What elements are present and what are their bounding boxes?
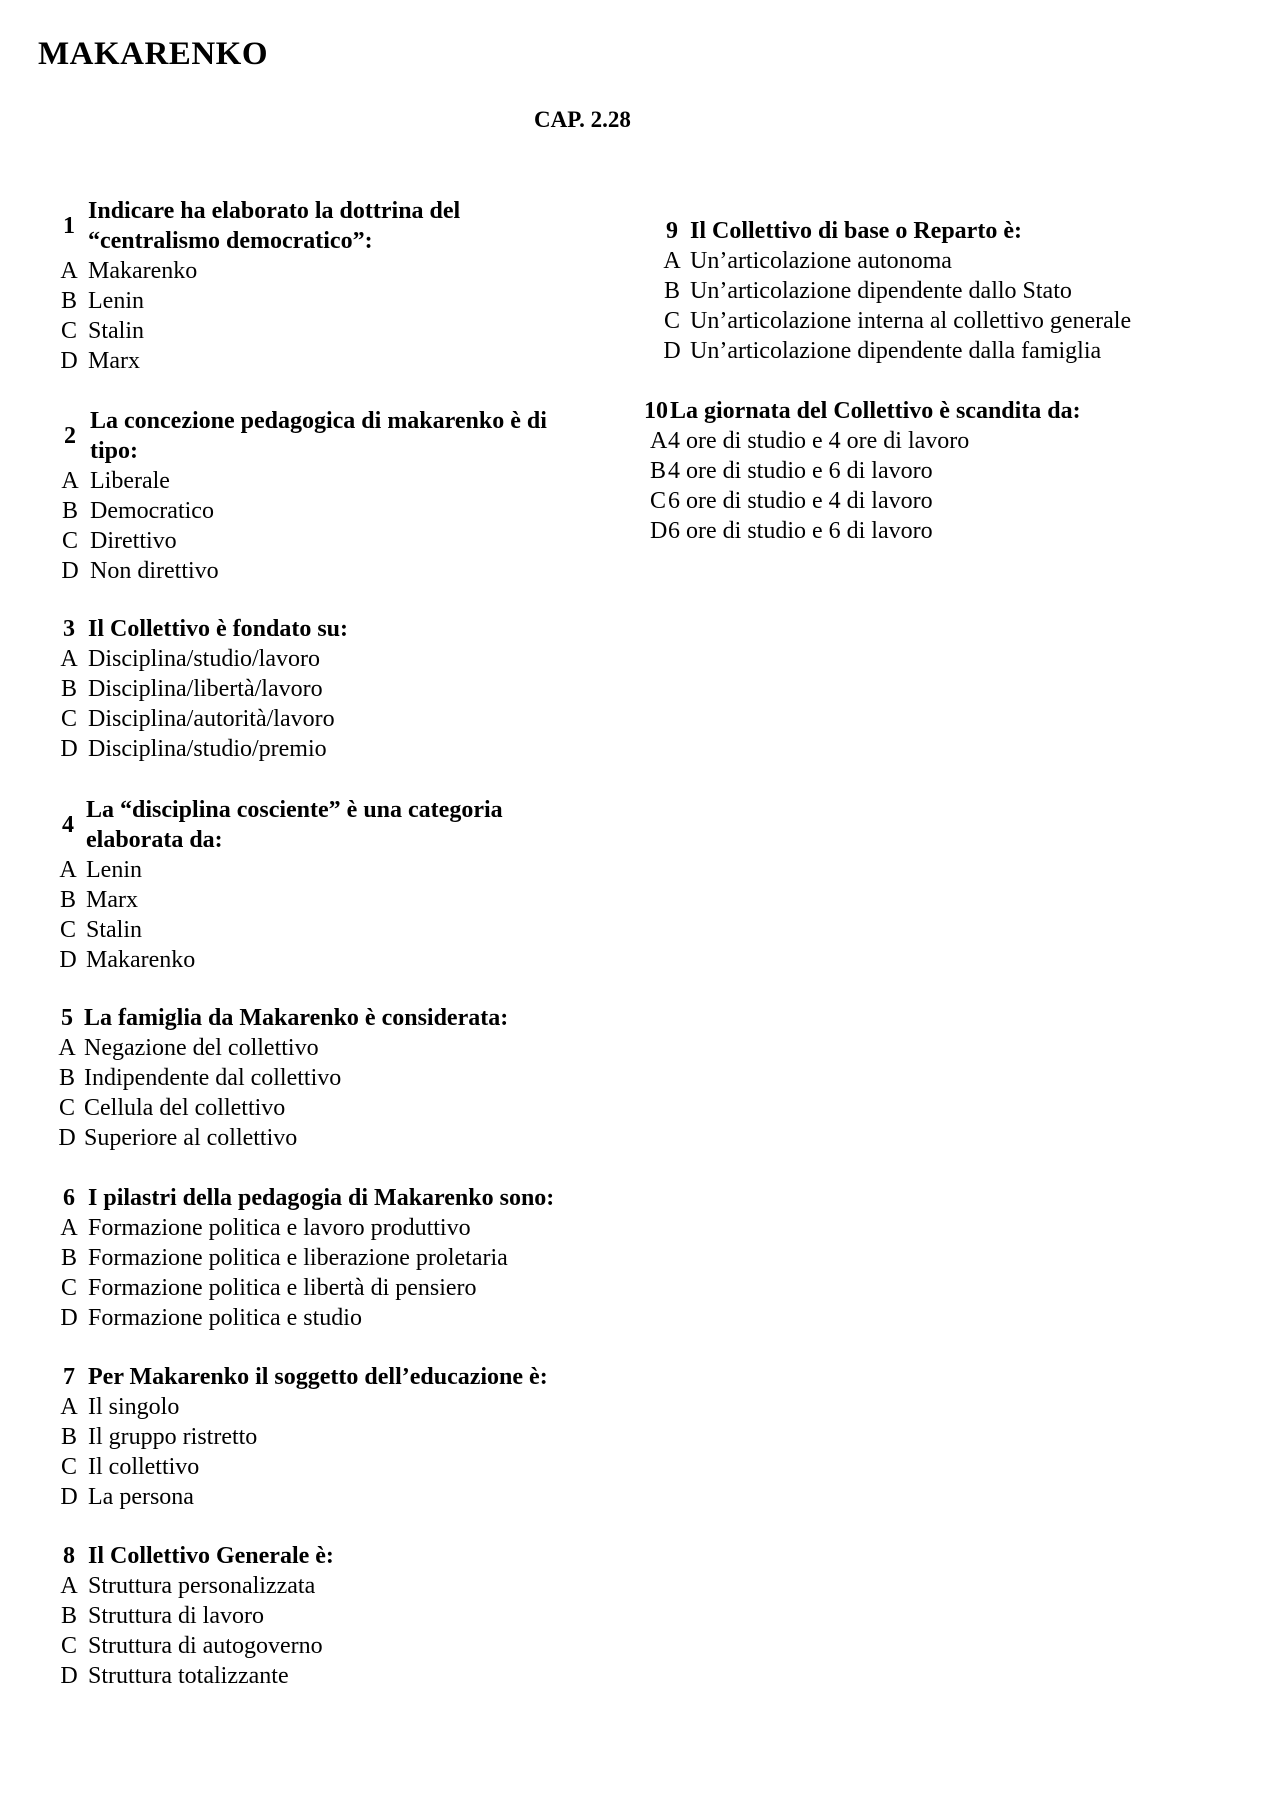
- option-d: [654, 336, 1214, 366]
- option-a: [50, 1571, 610, 1601]
- question-1: [50, 196, 610, 376]
- option-letter: A: [60, 258, 78, 284]
- question-text: Il Collettivo di base o Reparto è:: [690, 218, 1022, 244]
- option-letter: D: [663, 338, 681, 364]
- option-a: [50, 644, 610, 674]
- option-text: Indipendente dal collettivo: [84, 1065, 342, 1091]
- chapter-heading: CAP. 2.28: [534, 107, 631, 132]
- question-number: 2: [64, 423, 76, 449]
- option-a: [644, 426, 1204, 456]
- option-text: 4 ore di studio e 6 di lavoro: [668, 458, 933, 484]
- option-letter: D: [58, 1125, 76, 1151]
- option-text: Un’articolazione dipendente dallo Stato: [690, 278, 1072, 304]
- question-9: [654, 216, 1214, 366]
- option-b: [50, 496, 610, 526]
- question-number: 4: [62, 812, 74, 838]
- option-a: [50, 1213, 630, 1243]
- option-text: Superiore al collettivo: [84, 1125, 298, 1151]
- option-text: 6 ore di studio e 4 di lavoro: [668, 488, 933, 514]
- option-c: [50, 1631, 610, 1661]
- option-text: Formazione politica e libertà di pensiero: [88, 1275, 477, 1301]
- option-b: [50, 1601, 610, 1631]
- option-letter: D: [61, 558, 79, 584]
- option-text: 4 ore di studio e 4 ore di lavoro: [668, 428, 970, 454]
- option-text: Il collettivo: [88, 1454, 200, 1480]
- question-text: Indicare ha elaborato la dottrina del “centralismo democratico”:: [88, 198, 461, 254]
- option-letter: C: [60, 1454, 77, 1480]
- option-a: [50, 466, 610, 496]
- option-letter: A: [60, 646, 78, 672]
- option-b: [50, 1422, 630, 1452]
- option-a: [50, 256, 610, 286]
- option-letter: A: [60, 1215, 78, 1241]
- option-letter: D: [60, 348, 78, 374]
- option-letter: A: [650, 428, 668, 454]
- question-number: 8: [63, 1543, 75, 1569]
- option-c: [50, 526, 610, 556]
- question-2: [50, 406, 610, 586]
- option-letter: B: [663, 278, 680, 304]
- option-text: Formazione politica e lavoro produttivo: [88, 1215, 471, 1241]
- option-letter: C: [59, 917, 76, 943]
- option-letter: B: [60, 676, 77, 702]
- option-letter: B: [60, 1424, 77, 1450]
- option-text: La persona: [88, 1484, 194, 1510]
- option-text: Un’articolazione autonoma: [690, 248, 952, 274]
- option-letter: D: [59, 947, 77, 973]
- option-letter: B: [60, 288, 77, 314]
- option-text: Democratico: [90, 498, 214, 524]
- option-letter: C: [61, 528, 78, 554]
- option-letter: D: [60, 1484, 78, 1510]
- option-text: Stalin: [88, 318, 145, 344]
- question-number: 5: [61, 1005, 73, 1031]
- option-a: [50, 1033, 610, 1063]
- option-d: [50, 734, 610, 764]
- option-letter: C: [60, 318, 77, 344]
- option-c: [654, 306, 1214, 336]
- option-letter: B: [58, 1065, 75, 1091]
- question-5: [50, 1003, 610, 1153]
- option-letter: A: [60, 1394, 78, 1420]
- option-c: [50, 316, 610, 346]
- option-d: [50, 556, 610, 586]
- option-letter: C: [650, 488, 667, 514]
- option-text: Cellula del collettivo: [84, 1095, 286, 1121]
- option-text: Disciplina/studio/premio: [88, 736, 327, 762]
- option-letter: A: [58, 1035, 76, 1061]
- option-c: [50, 1093, 610, 1123]
- option-d: [50, 1482, 630, 1512]
- question-number: 9: [666, 218, 678, 244]
- question-7: [50, 1362, 630, 1512]
- question-text: La “disciplina cosciente” è una categoria elaborata da:: [86, 797, 503, 853]
- option-text: Negazione del collettivo: [84, 1035, 319, 1061]
- question-text: Il Collettivo Generale è:: [88, 1543, 334, 1569]
- option-text: Disciplina/autorità/lavoro: [88, 706, 335, 732]
- option-letter: D: [60, 1305, 78, 1331]
- option-letter: A: [61, 468, 79, 494]
- option-letter: C: [663, 308, 680, 334]
- option-text: Makarenko: [86, 947, 196, 973]
- option-text: Struttura di lavoro: [88, 1603, 264, 1629]
- option-letter: D: [60, 1663, 78, 1689]
- option-text: Liberale: [90, 468, 170, 494]
- option-letter: C: [60, 1275, 77, 1301]
- question-text: La giornata del Collettivo è scandita da:: [670, 398, 1081, 424]
- question-number: 3: [63, 616, 75, 642]
- question-text: La concezione pedagogica di makarenko è di tipo:: [90, 408, 547, 464]
- option-d: [644, 516, 1204, 546]
- option-letter: C: [60, 1633, 77, 1659]
- option-text: Direttivo: [90, 528, 177, 554]
- question-4: [50, 795, 610, 975]
- option-text: Un’articolazione dipendente dalla famiglia: [690, 338, 1102, 364]
- option-text: Lenin: [86, 857, 142, 883]
- option-text: Struttura di autogoverno: [88, 1633, 323, 1659]
- question-text: I pilastri della pedagogia di Makarenko sono:: [88, 1185, 555, 1211]
- option-letter: B: [650, 458, 667, 484]
- option-text: Il gruppo ristretto: [88, 1424, 258, 1450]
- question-3: [50, 614, 610, 764]
- option-b: [644, 456, 1204, 486]
- option-d: [50, 346, 610, 376]
- option-text: Il singolo: [88, 1394, 180, 1420]
- option-d: [50, 1123, 610, 1153]
- option-c: [50, 915, 610, 945]
- option-d: [50, 1661, 610, 1691]
- question-text: Per Makarenko il soggetto dell’educazione è:: [88, 1364, 548, 1390]
- option-text: Disciplina/libertà/lavoro: [88, 676, 323, 702]
- option-b: [50, 286, 610, 316]
- option-d: [50, 945, 610, 975]
- option-text: Non direttivo: [90, 558, 219, 584]
- option-letter: C: [60, 706, 77, 732]
- option-a: [50, 1392, 630, 1422]
- page-title: MAKARENKO: [38, 36, 268, 72]
- option-text: Stalin: [86, 917, 143, 943]
- option-a: [50, 855, 610, 885]
- option-text: Makarenko: [88, 258, 198, 284]
- option-letter: D: [650, 518, 668, 544]
- option-b: [50, 1063, 610, 1093]
- question-number: 6: [63, 1185, 75, 1211]
- option-text: Marx: [86, 887, 138, 913]
- option-text: Formazione politica e studio: [88, 1305, 362, 1331]
- question-number: 1: [63, 213, 75, 239]
- option-b: [50, 885, 610, 915]
- question-text: La famiglia da Makarenko è considerata:: [84, 1005, 509, 1031]
- option-letter: C: [58, 1095, 75, 1121]
- question-10: [644, 396, 1204, 546]
- option-c: [50, 1452, 630, 1482]
- option-b: [654, 276, 1214, 306]
- option-text: Un’articolazione interna al collettivo generale: [690, 308, 1132, 334]
- option-letter: D: [60, 736, 78, 762]
- option-text: Struttura totalizzante: [88, 1663, 289, 1689]
- option-text: Formazione politica e liberazione proletaria: [88, 1245, 508, 1271]
- option-letter: B: [60, 1245, 77, 1271]
- option-text: Struttura personalizzata: [88, 1573, 316, 1599]
- option-d: [50, 1303, 630, 1333]
- option-letter: A: [59, 857, 77, 883]
- option-c: [50, 1273, 630, 1303]
- option-a: [654, 246, 1214, 276]
- option-b: [50, 1243, 630, 1273]
- question-6: [50, 1183, 630, 1333]
- option-letter: A: [60, 1573, 78, 1599]
- question-8: [50, 1541, 610, 1691]
- option-b: [50, 674, 610, 704]
- question-number: 7: [63, 1364, 75, 1390]
- option-text: 6 ore di studio e 6 di lavoro: [668, 518, 933, 544]
- question-number: 10: [644, 398, 668, 424]
- option-text: Marx: [88, 348, 140, 374]
- option-letter: B: [59, 887, 76, 913]
- option-c: [50, 704, 610, 734]
- option-text: Disciplina/studio/lavoro: [88, 646, 320, 672]
- option-c: [644, 486, 1204, 516]
- option-letter: B: [61, 498, 78, 524]
- option-letter: A: [663, 248, 681, 274]
- question-text: Il Collettivo è fondato su:: [88, 616, 348, 642]
- option-letter: B: [60, 1603, 77, 1629]
- option-text: Lenin: [88, 288, 144, 314]
